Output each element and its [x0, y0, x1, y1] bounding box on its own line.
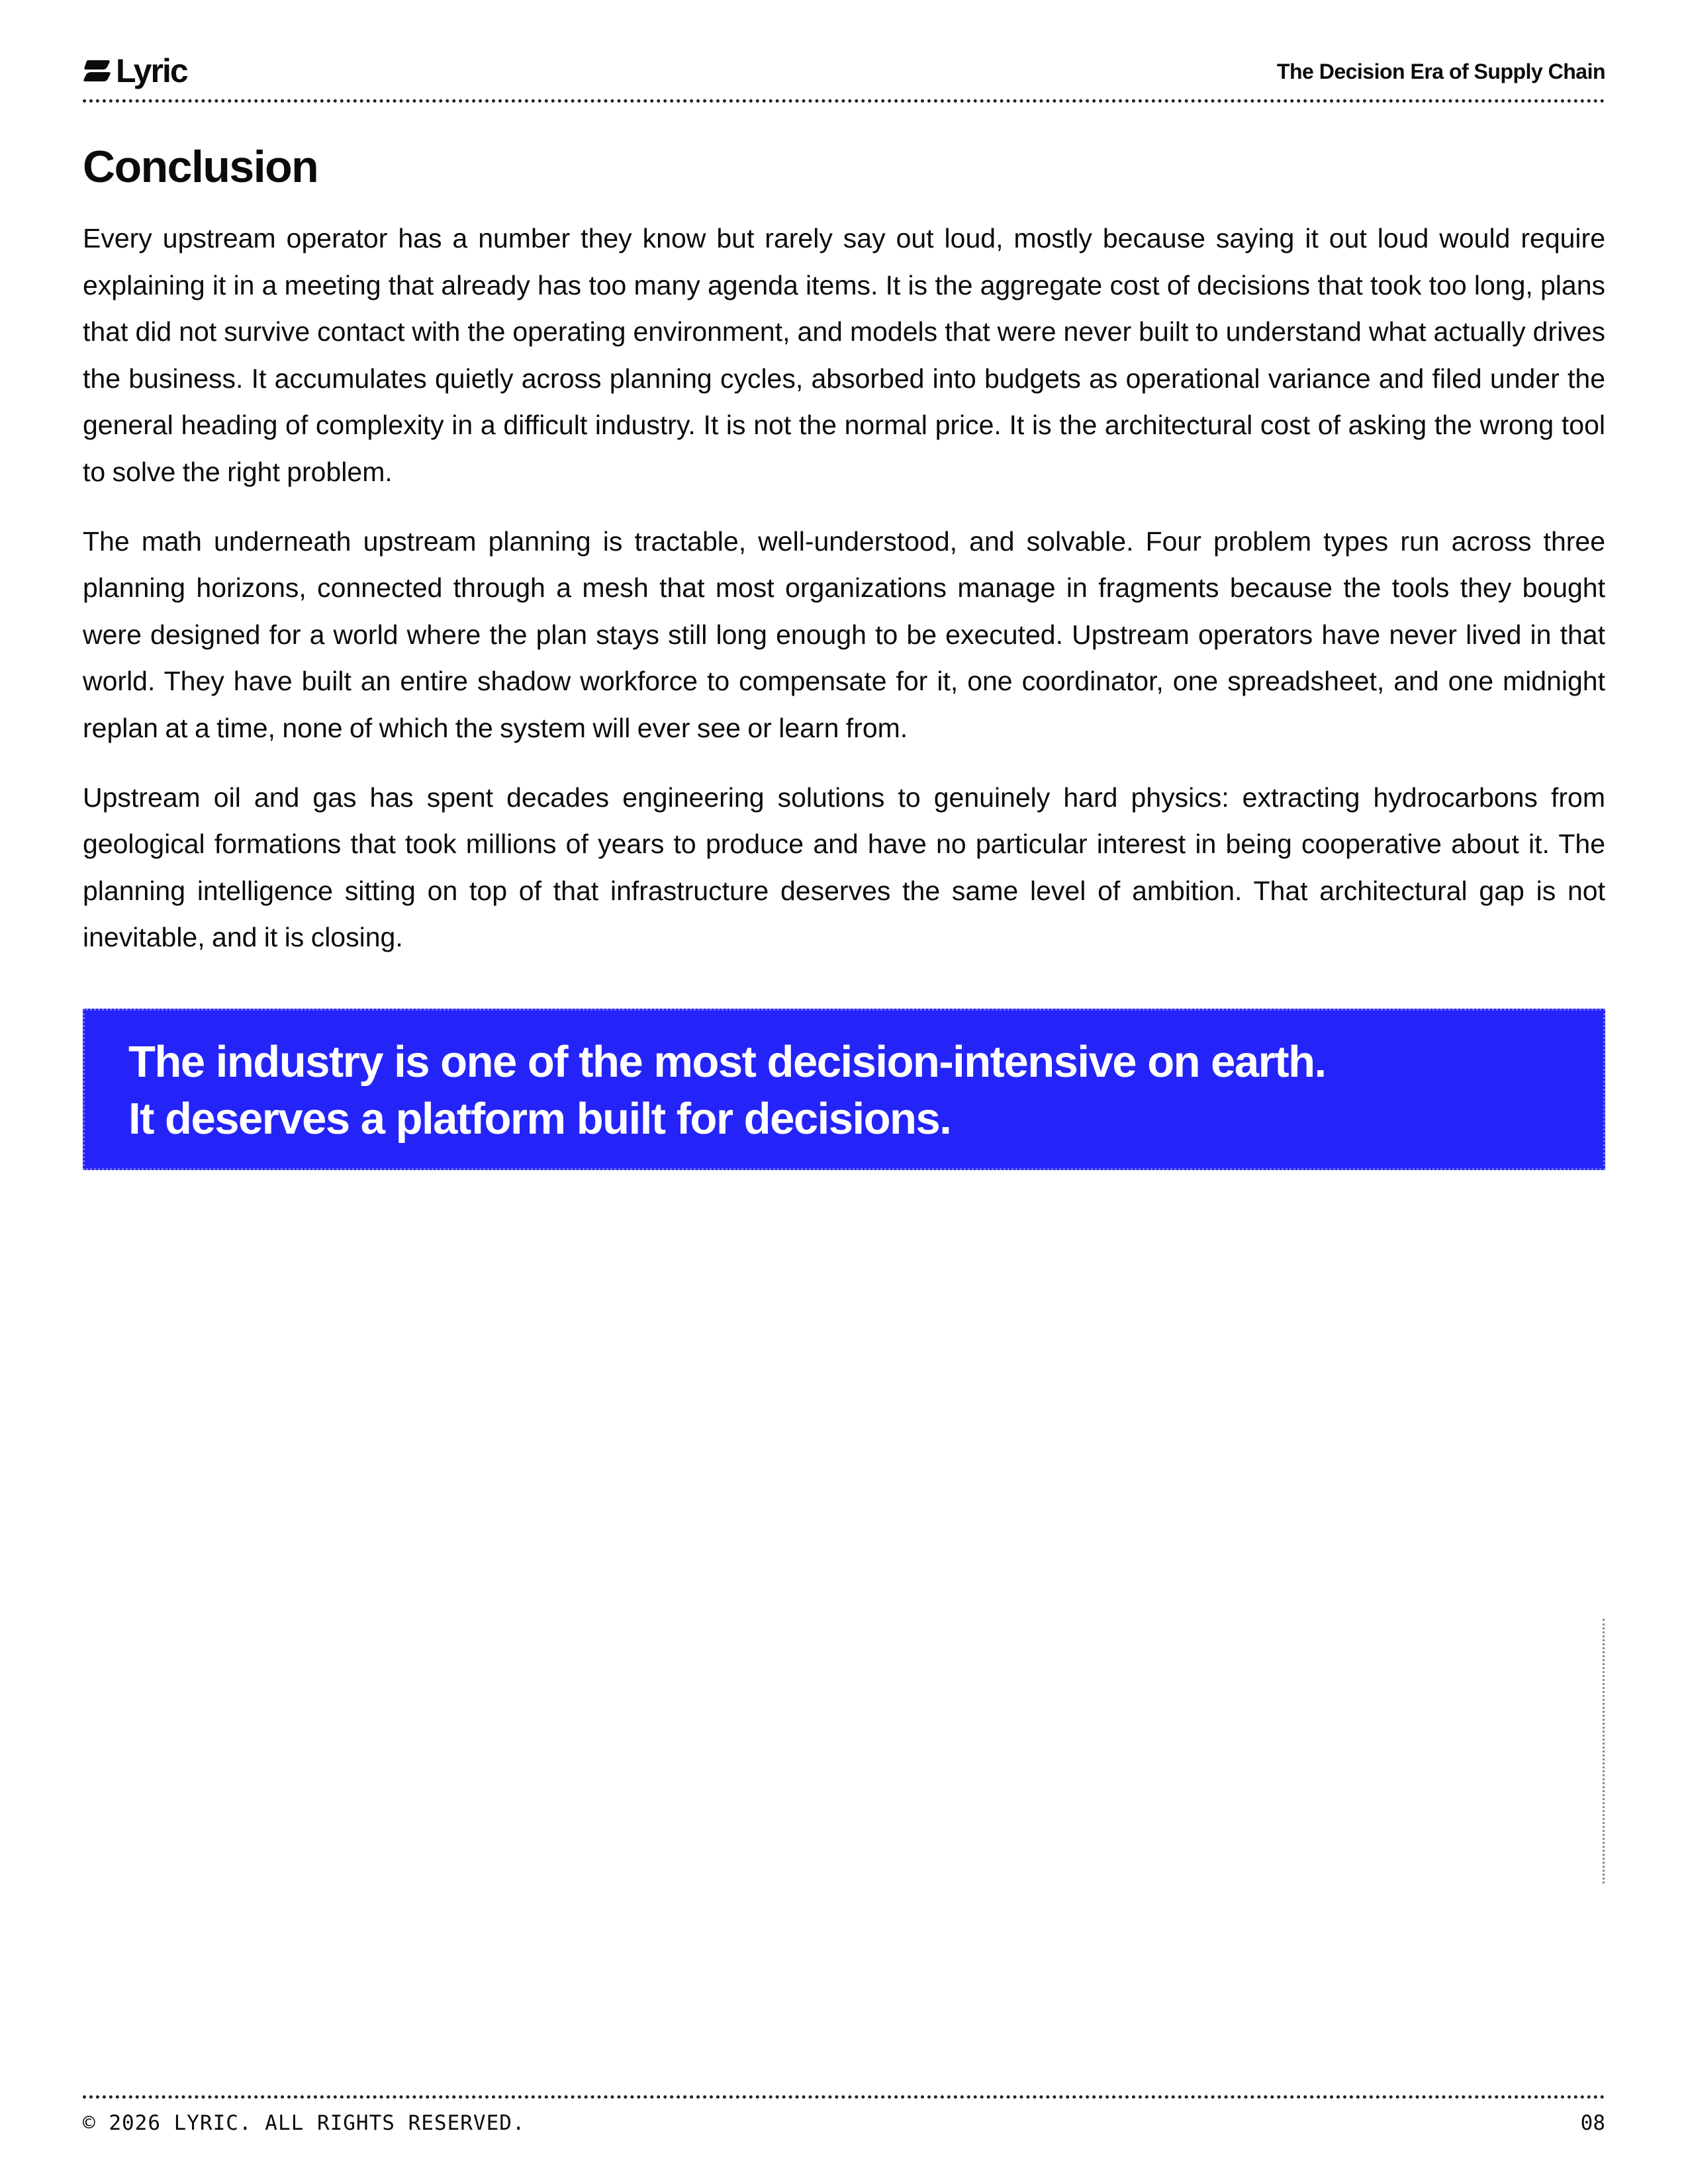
lyric-logo-icon [83, 56, 112, 85]
paragraph: Upstream oil and gas has spent decades engineering solutions to genuinely hard physics: extracting hydrocarbons from geological formations that took millions of years to produce and have no particular interest in being cooperative about it. The planning intelligence sitting on top of that infrastructure deserves the same level of ambition. That architectural gap is not inevitable, and it is closing. [83, 782, 1605, 953]
footer-divider [83, 2095, 1605, 2099]
brand-logo [83, 51, 187, 91]
callout-line-2: It deserves a platform built for decisions. [128, 1094, 951, 1144]
callout-quote [83, 1009, 1605, 1170]
brand-name: Lyric [116, 52, 187, 89]
paragraph: Every upstream operator has a number they know but rarely say out loud, mostly because saying it out loud would require explaining it in a meeting that already has too many agenda items. It is the aggregate cost of decisions that took too long, plans that did not survive contact with the operating environment, and models that were never built to understand what actually drives the business. It accumulates quietly across planning cycles, absorbed into budgets as operational variance and filed under the general heading of complexity in a difficult industry. It is not the normal price. It is the architectural cost of asking the wrong tool to solve the right problem. [83, 223, 1605, 487]
callout-line-1: The industry is one of the most decision-intensive on earth. [128, 1037, 1326, 1087]
footer-copyright: © 2026 LYRIC. ALL RIGHTS RESERVED. [83, 2111, 526, 2135]
page-header [83, 48, 1605, 103]
body-text [83, 215, 1605, 983]
decorative-rule [1603, 1619, 1605, 1884]
paragraph: The math underneath upstream planning is tractable, well-understood, and solvable. Four problem types run across three planning horizons, connected through a mesh that most organizations manage in fragments because the tools they bought were designed for a world where the plan stays still long enough to be executed. Upstream operators have never lived in that world. They have built an entire shadow workforce to compensate for it, one coordinator, one spreadsheet, and one midnight replan at a time, none of which the system will ever see or learn from. [83, 525, 1605, 743]
document-title: The Decision Era of Supply Chain [1276, 60, 1605, 83]
page-number: 08 [1580, 2111, 1605, 2135]
section-title: Conclusion [83, 142, 318, 192]
